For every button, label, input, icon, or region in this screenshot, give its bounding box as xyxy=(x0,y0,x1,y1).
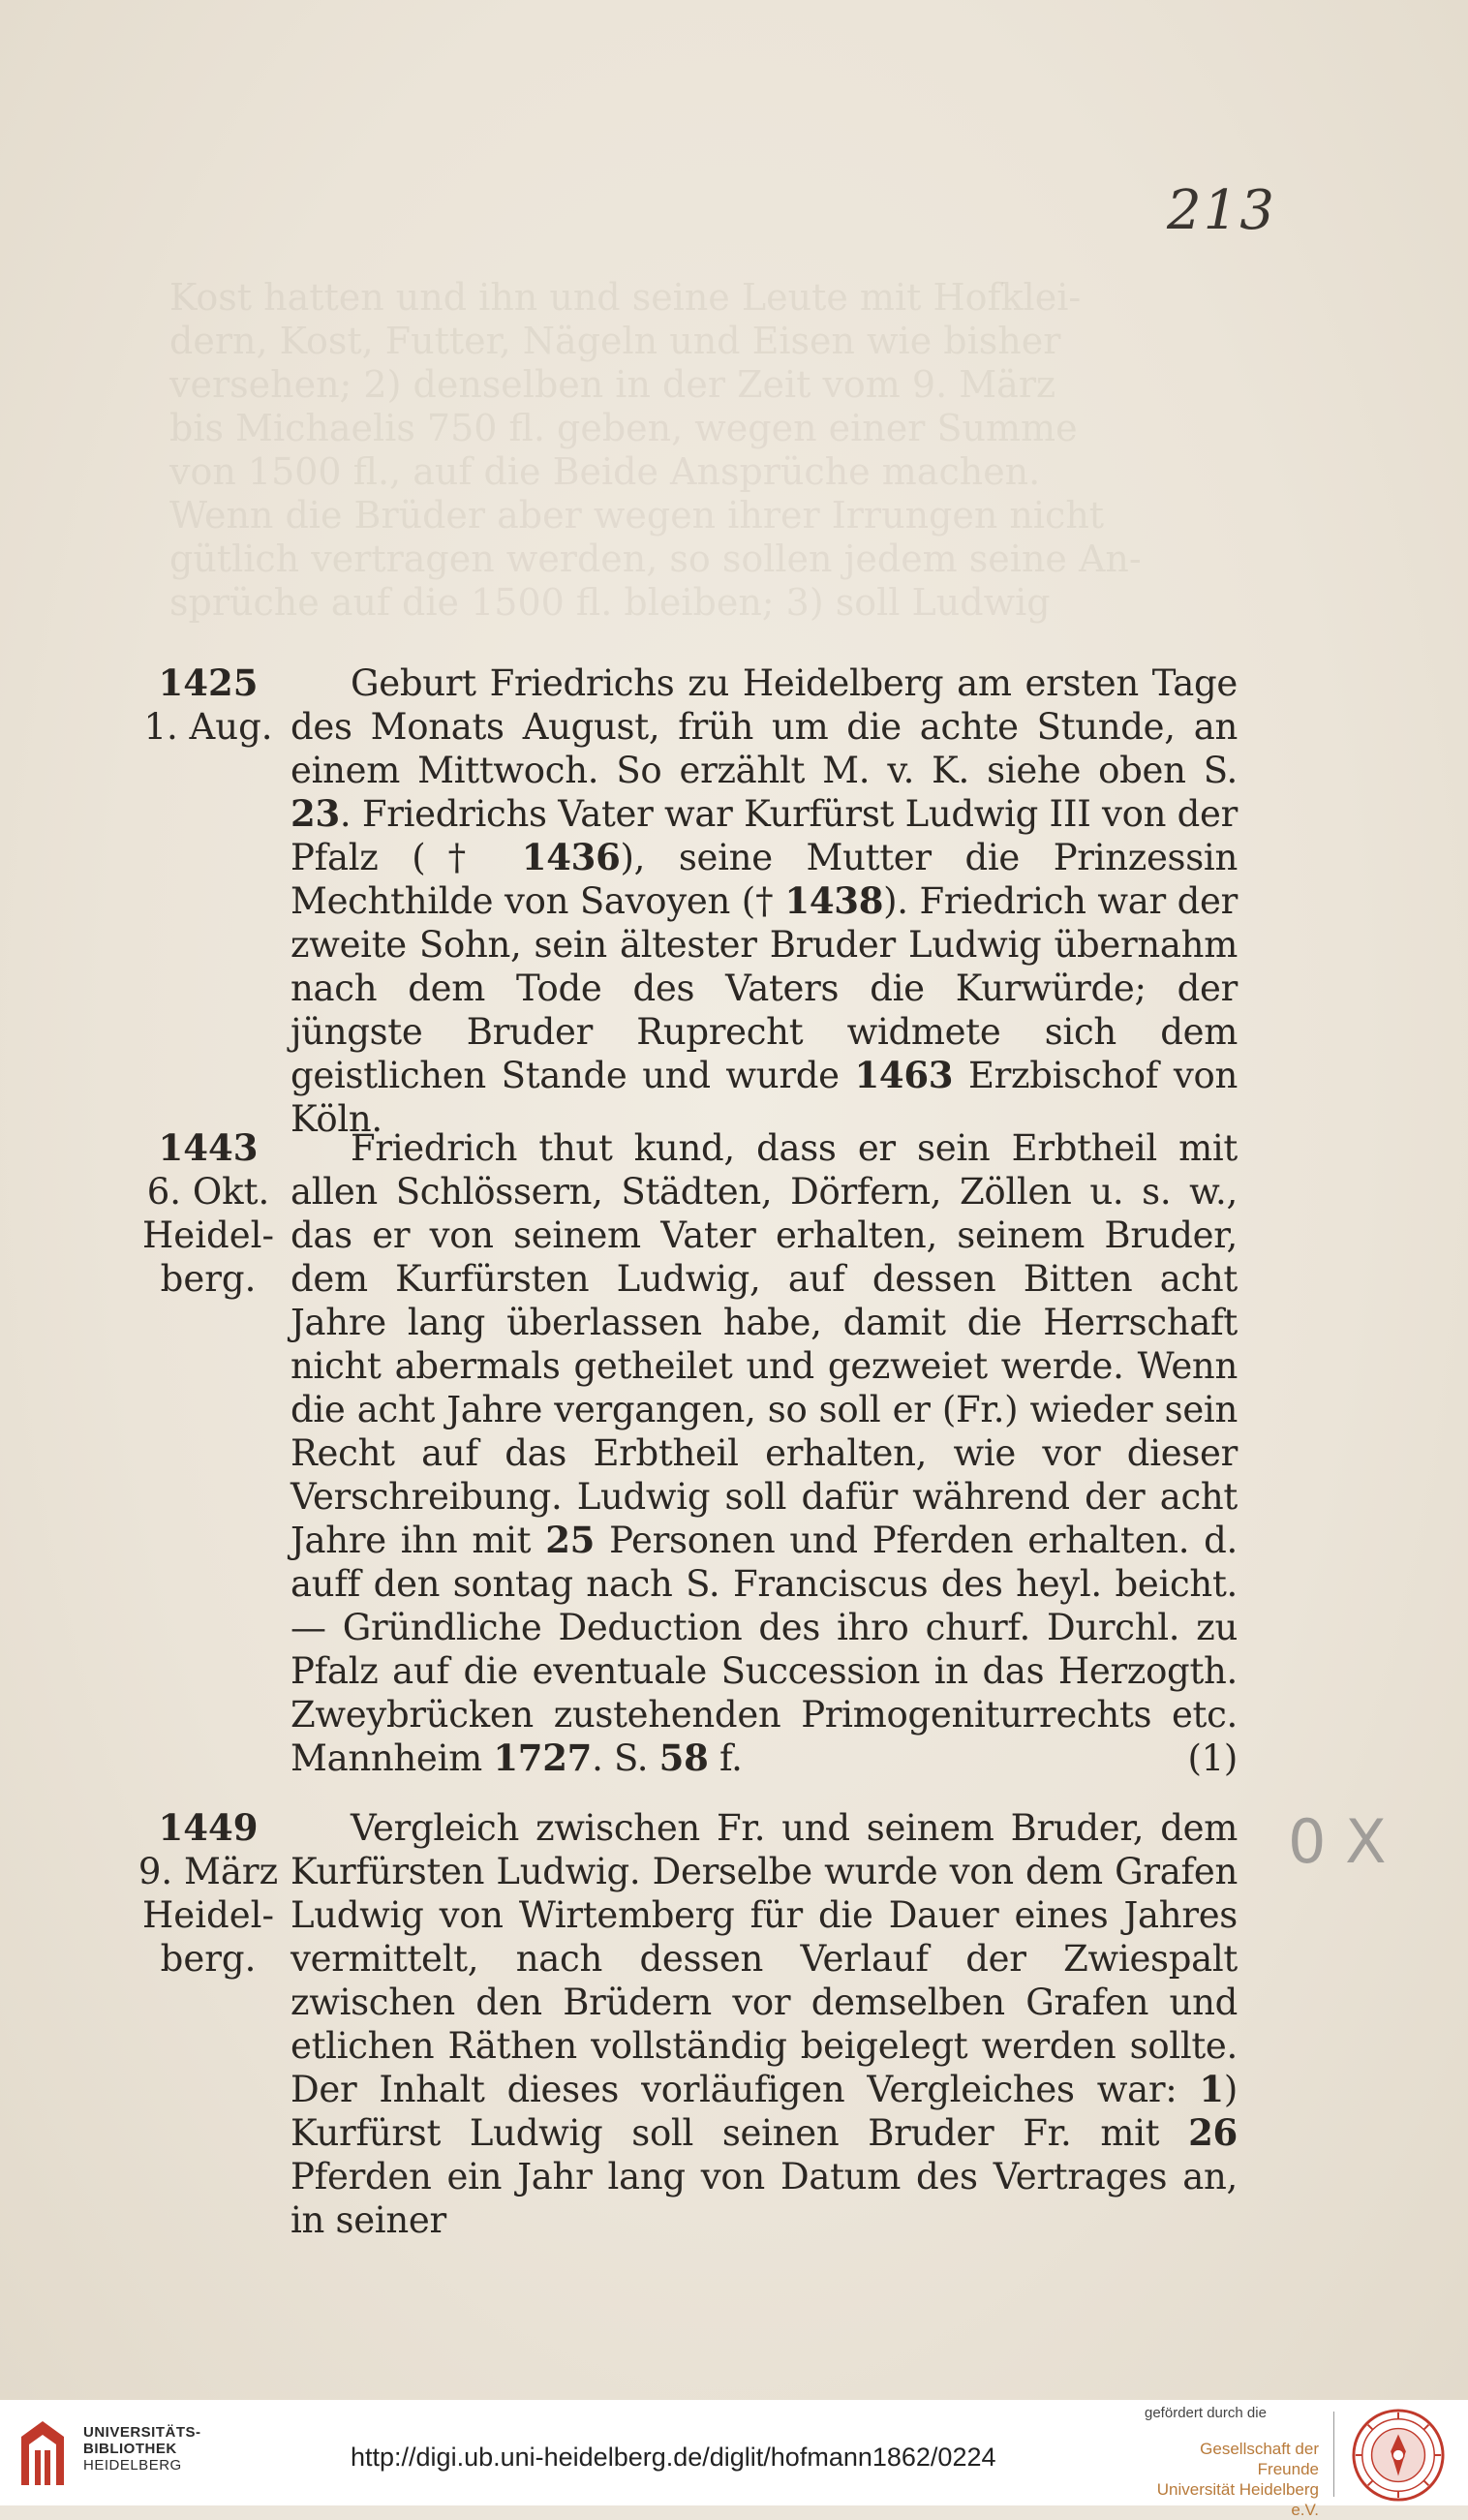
bold-number: 26 xyxy=(1188,2111,1238,2154)
footnote-marker: (1) xyxy=(1187,1737,1238,1779)
text-run: f. xyxy=(708,1737,743,1779)
margin-note xyxy=(126,1806,291,1981)
funder-name-line: Universität Heidelberg e.V. xyxy=(1156,2480,1319,2519)
bold-number: 23 xyxy=(291,792,340,835)
entry-text xyxy=(291,1806,1238,2242)
text-run: ) Kurfürst Ludwig soll seinen Bruder Fr. mit xyxy=(291,2069,1238,2154)
library-name xyxy=(83,2424,201,2474)
show-through-text: Kost hatten und ihn und seine Leute mit Hofklei- dern, Kost, Futter, Nägeln und Eisen wie bisher versehen; 2) denselben in der Zeit vom 9. März bis Michaelis 750 fl. geben, wegen einer Summe von 1500 fl., auf die Beide Ansprüche machen. Wenn die Brüder aber wegen ihrer Irrungen nicht gütlich vertragen werden, so sollen jedem seine An- sprüche auf die 1500 fl. bleiben; 3) soll Ludwig xyxy=(169,276,1142,624)
bold-number: 58 xyxy=(658,1736,709,1779)
library-name-line: BIBLIOTHEK xyxy=(83,2441,177,2457)
entry-year: 1449 xyxy=(158,1806,259,1849)
funder-name xyxy=(1137,2439,1319,2520)
funder-name-line: Gesellschaft der Freunde xyxy=(1200,2440,1319,2478)
margin-line: berg. xyxy=(160,1258,257,1300)
bold-number: 1 xyxy=(1199,2068,1224,2110)
text-run: . Friedrichs Vater war Kurfürst Ludwig III von der Pfalz († xyxy=(291,793,1238,878)
divider xyxy=(1333,2412,1334,2497)
text-run: Vergleich zwischen Fr. und seinem Bruder, dem Kurfürsten Ludwig. Derselbe wurde von dem Grafen Ludwig von Wirtemberg für die Dauer eines Jahres vermittelt, nach dessen Verlauf der Zwiespalt zwischen den Brüdern vor demselben Grafen und etlichen Räthen vollständig beigelegt werden sollte. Der Inhalt dieses vorläufigen Vergleiches war: xyxy=(291,1807,1238,2110)
bold-number: 1727 xyxy=(493,1736,593,1779)
text-run: . S. xyxy=(592,1737,659,1779)
bold-number: 25 xyxy=(545,1519,596,1561)
entry-text xyxy=(291,661,1238,1141)
bold-number: 1438 xyxy=(784,879,884,922)
library-logo-icon xyxy=(14,2417,72,2490)
funded-by-label: gefördert durch die xyxy=(1145,2405,1267,2421)
text-run: Geburt Friedrichs zu Heidelberg am ersten Tage des Monats August, früh um die achte Stunde, an einem Mittwoch. So erzählt M. v. K. siehe oben S. xyxy=(291,662,1238,791)
text-run: ). Friedrich war der zweite Sohn, sein ältester Bruder Ludwig übernahm nach dem Tode des Vaters die Kurwürde; der jüngste Bruder Ruprecht widmete sich dem geistlichen Stande und wurde xyxy=(291,880,1239,1096)
library-name-line: UNIVERSITÄTS- xyxy=(83,2424,201,2441)
entry-text xyxy=(291,1126,1238,1780)
margin-line: 9. März xyxy=(138,1851,279,1892)
bold-number: 1436 xyxy=(521,836,621,878)
margin-note xyxy=(126,661,291,749)
text-run: Erzbischof von Köln. xyxy=(291,1055,1238,1140)
library-name-line: HEIDELBERG xyxy=(83,2457,182,2474)
margin-note xyxy=(126,1126,291,1301)
footer-bar xyxy=(0,2400,1468,2519)
text-run: Pferden ein Jahr lang von Datum des Vertrages an, in seiner xyxy=(291,2156,1238,2241)
pencil-annotation: 0 X xyxy=(1288,1806,1387,1877)
university-seal-icon xyxy=(1351,2408,1446,2503)
text-run: Friedrich thut kund, dass er sein Erbtheil mit allen Schlössern, Städten, Dörfern, Zöllen u. s. w., das er von seinem Vater erhalten, seinem Bruder, dem Kurfürsten Ludwig, auf dessen Bitten acht Jahre lang überlassen habe, damit die Herrschaft nicht abermals getheilet und gezweiet werde. Wenn die acht Jahre vergangen, so soll er (Fr.) wieder sein Recht auf das Erbtheil erhalten, wie vor dieser Verschreibung. Ludwig soll dafür während der acht Jahre ihn mit xyxy=(291,1127,1238,1561)
margin-line: berg. xyxy=(160,1938,257,1980)
page-number: 213 xyxy=(1167,179,1276,242)
margin-line: Heidel- xyxy=(142,1214,274,1256)
margin-line: 6. Okt. xyxy=(146,1171,270,1213)
entry-year: 1425 xyxy=(158,661,259,704)
text-run: ), seine Mutter die Prinzessin Mechthilde von Savoyen († xyxy=(291,837,1238,922)
bold-number: 1463 xyxy=(854,1054,954,1096)
permalink-url[interactable]: http://digi.ub.uni-heidelberg.de/diglit/hofmann1862/0224 xyxy=(351,2443,996,2472)
text-run: Personen und Pferden erhalten. d. auff den sontag nach S. Franciscus des heyl. beicht. — Gründliche Deduction des ihro churf. Durchl. zu Pfalz auf die eventuale Succession in das Herzogth. Zweybrücken zustehenden Primogeniturrechts etc. Mannheim xyxy=(291,1520,1239,1779)
margin-line: Heidel- xyxy=(142,1894,274,1936)
entry-year: 1443 xyxy=(158,1126,259,1169)
margin-line: 1. Aug. xyxy=(143,706,273,748)
